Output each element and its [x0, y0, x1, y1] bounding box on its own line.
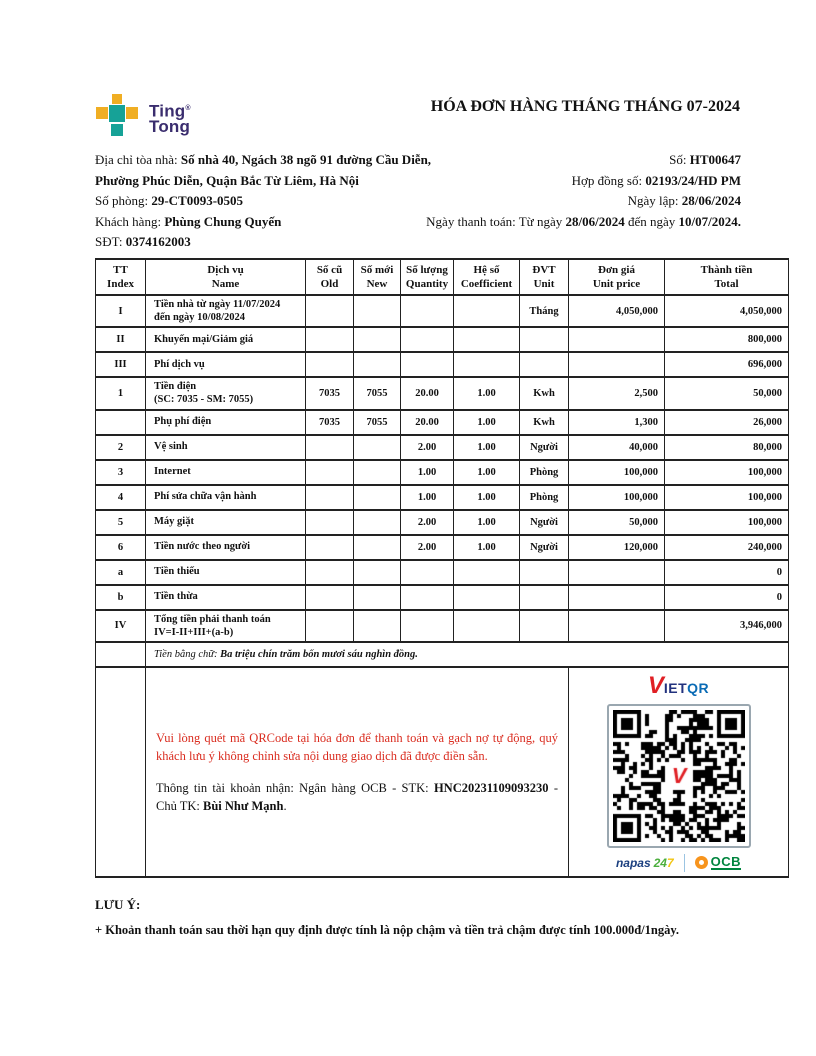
- cell-quantity: 1.00: [401, 485, 454, 510]
- cell-new-reading: [354, 460, 401, 485]
- cell-index: I: [96, 295, 146, 327]
- cell-old-reading: [306, 327, 354, 352]
- header-vi: Dịch vụ: [207, 263, 244, 276]
- cell-new-reading: [354, 485, 401, 510]
- cell-total: 4,050,000: [665, 295, 789, 327]
- table-row: [96, 510, 789, 535]
- cell-service-name: Vệ sinh: [146, 435, 306, 460]
- logo-line1: Ting: [149, 101, 186, 121]
- phone-label: SĐT:: [95, 234, 126, 249]
- cell-index: 2: [96, 435, 146, 460]
- cell-old-reading: [306, 535, 354, 560]
- cell-unit: Tháng: [520, 295, 569, 327]
- table-row: [96, 460, 789, 485]
- cell-service-name: Tiền thiếu: [146, 560, 306, 585]
- cell-unit-price: 1,300: [569, 410, 665, 435]
- late-payment-note: + Khoản thanh toán sau thời hạn quy định được tính là nộp chậm và tiền trả chậm được tính 100.000đ/1ngày.: [95, 923, 680, 937]
- tingtong-logo-icon: [95, 94, 141, 142]
- cell-new-reading: 7055: [354, 377, 401, 409]
- cell-coefficient: [454, 295, 520, 327]
- table-row: [96, 295, 789, 327]
- cell-total: 100,000: [665, 510, 789, 535]
- cell-new-reading: 7055: [354, 410, 401, 435]
- room-label: Số phòng:: [95, 193, 152, 208]
- customer-label: Khách hàng:: [95, 213, 165, 229]
- invoice-number: [669, 152, 741, 168]
- cell-unit: Người: [520, 535, 569, 560]
- cell-old-reading: 7035: [306, 410, 354, 435]
- info-row-5: [95, 234, 741, 255]
- cell-quantity: 20.00: [401, 377, 454, 409]
- napas-24-text: 24: [653, 855, 667, 870]
- cell-quantity: 2.00: [401, 510, 454, 535]
- cell-coefficient: 1.00: [454, 510, 520, 535]
- header-vi: Thành tiền: [700, 263, 753, 276]
- invoice-number-value: HT00647: [689, 152, 741, 167]
- header-en: Total: [714, 278, 739, 290]
- cell-total: 800,000: [665, 327, 789, 352]
- customer-name: [95, 214, 281, 230]
- cell-new-reading: [354, 327, 401, 352]
- payment-to-date: 10/07/2024: [678, 213, 738, 229]
- cell-total: 50,000: [665, 377, 789, 409]
- cell-coefficient: [454, 352, 520, 377]
- payment-end-punct: .: [737, 213, 741, 229]
- header-en: Unit price: [592, 278, 641, 290]
- cell-old-reading: [306, 610, 354, 642]
- cell-service-name: Phí dịch vụ: [146, 352, 306, 377]
- cell-quantity: [401, 295, 454, 327]
- cell-quantity: [401, 352, 454, 377]
- account-mid-text: - Chủ TK:: [156, 780, 558, 813]
- cell-unit: [520, 585, 569, 610]
- cell-index: [96, 410, 146, 435]
- cell-quantity: [401, 610, 454, 642]
- header-en: Index: [107, 278, 134, 290]
- table-row: [96, 535, 789, 560]
- col-header-total: [665, 259, 789, 295]
- info-row-1: [95, 152, 741, 173]
- cell-total: 80,000: [665, 435, 789, 460]
- invoice-number-label: Số:: [669, 152, 690, 167]
- col-header-index: [96, 259, 146, 295]
- cell-new-reading: [354, 352, 401, 377]
- cell-total: 240,000: [665, 535, 789, 560]
- cell-index: 5: [96, 510, 146, 535]
- cell-service-name: Internet: [146, 460, 306, 485]
- table-row: [96, 327, 789, 352]
- table-row: [96, 377, 789, 409]
- cell-unit-price: 100,000: [569, 485, 665, 510]
- cell-service-name: Phụ phí điện: [146, 410, 306, 435]
- cell-unit: [520, 352, 569, 377]
- contract-number: [572, 173, 741, 189]
- cell-unit: Người: [520, 435, 569, 460]
- table-row: [96, 485, 789, 510]
- room-number: [95, 193, 243, 209]
- cell-index: b: [96, 585, 146, 610]
- cell-total: 100,000: [665, 485, 789, 510]
- cell-unit: Kwh: [520, 410, 569, 435]
- cell-new-reading: [354, 610, 401, 642]
- cell-coefficient: 1.00: [454, 410, 520, 435]
- address-value-1: Số nhà 40, Ngách 38 ngõ 91 đường Cầu Diễn,: [180, 152, 432, 167]
- amount-in-words-label: Tiền bằng chữ:: [154, 648, 221, 660]
- header-vi: ĐVT: [532, 263, 556, 276]
- payment-from-date: 28/06/2024: [565, 213, 625, 229]
- cell-old-reading: [306, 485, 354, 510]
- table-header-row: [96, 259, 789, 295]
- contract-label: Hợp đồng số:: [571, 172, 646, 188]
- cell-coefficient: [454, 560, 520, 585]
- cell-unit-price: 50,000: [569, 510, 665, 535]
- cell-unit: Phòng: [520, 485, 569, 510]
- tingtong-logo-text: [149, 101, 191, 136]
- cell-old-reading: [306, 352, 354, 377]
- phone-value: 0374162003: [125, 234, 191, 249]
- amount-in-words-row: [96, 642, 789, 667]
- cell-new-reading: [354, 585, 401, 610]
- address-value-2: Phường Phúc Diễn, Quận Bắc Từ Liêm, Hà Nội: [95, 172, 359, 188]
- building-address-line2: [95, 173, 359, 189]
- cell-unit-price: 2,500: [569, 377, 665, 409]
- address-label: Địa chỉ tòa nhà:: [95, 152, 181, 167]
- cell-total: 100,000: [665, 460, 789, 485]
- logo-square-yellow-top: [112, 94, 122, 104]
- header-vi: Hệ số: [473, 263, 500, 276]
- issue-date: [628, 193, 741, 209]
- cell-new-reading: [354, 295, 401, 327]
- cell-new-reading: [354, 560, 401, 585]
- header-vi: Số lượng: [406, 263, 448, 276]
- cell-quantity: 2.00: [401, 435, 454, 460]
- cell-index: a: [96, 560, 146, 585]
- issue-date-value: 28/06/2024: [681, 193, 741, 208]
- cell-unit: Kwh: [520, 377, 569, 409]
- table-row: [96, 610, 789, 642]
- cell-index: II: [96, 327, 146, 352]
- building-address-line1: [95, 152, 431, 168]
- vietqr-iet-text: IET: [663, 679, 688, 696]
- contract-value: 02193/24/HD PM: [645, 172, 741, 188]
- qr-code-frame: [607, 704, 751, 848]
- customer-phone: [95, 234, 191, 250]
- cell-service-name: Khuyến mại/Giảm giá: [146, 327, 306, 352]
- cell-old-reading: [306, 460, 354, 485]
- cell-total: 26,000: [665, 410, 789, 435]
- col-header-name: [146, 259, 306, 295]
- cell-old-reading: [306, 295, 354, 327]
- header-en: Old: [320, 278, 339, 290]
- qr-warning-text: Vui lòng quét mã QRCode tại hóa đơn để thanh toán và gạch nợ tự động, quý khách lưu ý không chỉnh sửa nội dung giao dịch đã được điền sẵn.: [156, 730, 558, 763]
- page-title: HÓA ĐƠN HÀNG THÁNG THÁNG 07-2024: [430, 98, 740, 115]
- cell-quantity: 1.00: [401, 460, 454, 485]
- cell-unit: [520, 560, 569, 585]
- cell-unit: [520, 610, 569, 642]
- qr-footer-logos: [569, 854, 788, 872]
- ocb-circle-icon: [695, 856, 708, 869]
- cell-quantity: 2.00: [401, 535, 454, 560]
- info-row-3: [95, 193, 741, 214]
- amount-in-words-cell: [146, 642, 789, 667]
- cell-quantity: 20.00: [401, 410, 454, 435]
- cell-unit-price: [569, 585, 665, 610]
- napas-247-logo: [616, 856, 674, 870]
- col-header-coefficient: [454, 259, 520, 295]
- payment-instructions-cell: [146, 667, 569, 877]
- vietqr-logo: [569, 672, 788, 700]
- col-header-old: [306, 259, 354, 295]
- payment-mid-text: đến ngày: [624, 213, 679, 229]
- info-row-2: [95, 173, 741, 194]
- account-label: Thông tin tài khoản nhận: Ngân hàng OCB - STK:: [156, 780, 434, 795]
- cell-coefficient: 1.00: [454, 535, 520, 560]
- qr-code-cell: [569, 667, 789, 877]
- amount-in-words-value: Ba triệu chín trăm bốn mươi sáu nghìn đồng.: [220, 648, 418, 660]
- cell-unit-price: [569, 560, 665, 585]
- payment-period-label: Ngày thanh toán: Từ ngày: [426, 213, 566, 229]
- cell-coefficient: 1.00: [454, 435, 520, 460]
- vietqr-qr-text: QR: [687, 679, 710, 696]
- cell-index: 4: [96, 485, 146, 510]
- vietqr-v-icon: V: [647, 671, 664, 699]
- header-en: Name: [211, 278, 240, 290]
- cell-index: 6: [96, 535, 146, 560]
- bank-account-info: [156, 779, 558, 815]
- cell-old-reading: [306, 435, 354, 460]
- customer-value: Phùng Chung Quyến: [164, 213, 282, 229]
- logo-square-yellow-left: [96, 107, 108, 119]
- invoice-table: [95, 258, 789, 878]
- invoice-info: [95, 152, 741, 255]
- header-vi: Đơn giá: [598, 263, 635, 276]
- qr-payment-row: [96, 667, 789, 877]
- logo-line2: Tong: [149, 117, 191, 137]
- header-en: Coefficient: [460, 278, 513, 290]
- info-row-4: [95, 214, 741, 235]
- cell-coefficient: [454, 327, 520, 352]
- cell-unit-price: [569, 610, 665, 642]
- cell-service-name: Tiền nhà từ ngày 11/07/2024 đến ngày 10/08/2024: [146, 295, 306, 327]
- cell-coefficient: [454, 610, 520, 642]
- logo-square-teal-bottom: [111, 124, 123, 136]
- cell-old-reading: 7035: [306, 377, 354, 409]
- cell-index: III: [96, 352, 146, 377]
- logo-divider: [684, 854, 685, 872]
- cell-new-reading: [354, 535, 401, 560]
- cell-quantity: [401, 327, 454, 352]
- header-en: Quantity: [405, 278, 449, 290]
- cell-quantity: [401, 560, 454, 585]
- cell-service-name: Tiền nước theo người: [146, 535, 306, 560]
- cell-old-reading: [306, 560, 354, 585]
- logo-square-yellow-right: [126, 107, 138, 119]
- header-vi: Số cũ: [316, 263, 343, 276]
- cell-unit-price: [569, 352, 665, 377]
- table-row: [96, 435, 789, 460]
- cell-new-reading: [354, 510, 401, 535]
- cell-unit: Phòng: [520, 460, 569, 485]
- cell-coefficient: [454, 585, 520, 610]
- payment-period: [426, 214, 741, 230]
- header-en: New: [366, 278, 388, 290]
- account-number: HNC20231109093230: [433, 780, 549, 795]
- cell-index: IV: [96, 610, 146, 642]
- cell-coefficient: 1.00: [454, 460, 520, 485]
- cell-index: 3: [96, 460, 146, 485]
- table-row: [96, 560, 789, 585]
- cell-unit: [520, 327, 569, 352]
- cell-old-reading: [306, 510, 354, 535]
- col-header-new: [354, 259, 401, 295]
- tingtong-logo: [95, 94, 191, 142]
- cell-quantity: [401, 585, 454, 610]
- cell-service-name: Máy giặt: [146, 510, 306, 535]
- header-vi: Số mới: [360, 263, 394, 276]
- table-row: [96, 585, 789, 610]
- cell-total: 3,946,000: [665, 610, 789, 642]
- qr-code-icon: [613, 710, 745, 842]
- cell-new-reading: [354, 435, 401, 460]
- cell-unit-price: 100,000: [569, 460, 665, 485]
- col-header-quantity: [401, 259, 454, 295]
- cell-service-name: Tiền điện (SC: 7035 - SM: 7055): [146, 377, 306, 409]
- logo-square-teal-center: [109, 105, 125, 122]
- cell-total: 0: [665, 585, 789, 610]
- cell-old-reading: [306, 585, 354, 610]
- cell-service-name: Phí sửa chữa vận hành: [146, 485, 306, 510]
- issue-date-label: Ngày lập:: [627, 193, 682, 208]
- ocb-text: OCB: [710, 854, 742, 870]
- note-title: LƯU Ý:: [95, 897, 141, 912]
- cell-unit-price: 120,000: [569, 535, 665, 560]
- ocb-logo: [695, 855, 741, 870]
- header-vi: TT: [113, 263, 128, 276]
- account-holder: Bùi Như Mạnh: [203, 798, 284, 813]
- cell-service-name: Tiền thừa: [146, 585, 306, 610]
- cell-index: 1: [96, 377, 146, 409]
- table-row: [96, 410, 789, 435]
- cell-coefficient: 1.00: [454, 485, 520, 510]
- col-header-unit: [520, 259, 569, 295]
- amount-in-words-index-cell: [96, 642, 146, 667]
- cell-unit-price: 40,000: [569, 435, 665, 460]
- registered-mark: ®: [185, 104, 191, 112]
- header-en: Unit: [533, 278, 555, 290]
- qr-row-index-cell: [96, 667, 146, 877]
- cell-total: 0: [665, 560, 789, 585]
- footer-notes: [95, 897, 735, 938]
- cell-total: 696,000: [665, 352, 789, 377]
- cell-unit: Người: [520, 510, 569, 535]
- cell-unit-price: 4,050,000: [569, 295, 665, 327]
- col-header-unit-price: [569, 259, 665, 295]
- cell-coefficient: 1.00: [454, 377, 520, 409]
- account-end-punct: .: [283, 798, 287, 813]
- napas-text: napas: [615, 855, 651, 870]
- room-value: 29-CT0093-0505: [151, 193, 244, 208]
- cell-service-name: Tổng tiền phải thanh toán IV=I-II+III+(a-b): [146, 610, 306, 642]
- table-row: [96, 352, 789, 377]
- cell-unit-price: [569, 327, 665, 352]
- napas-7-text: 7: [666, 855, 674, 870]
